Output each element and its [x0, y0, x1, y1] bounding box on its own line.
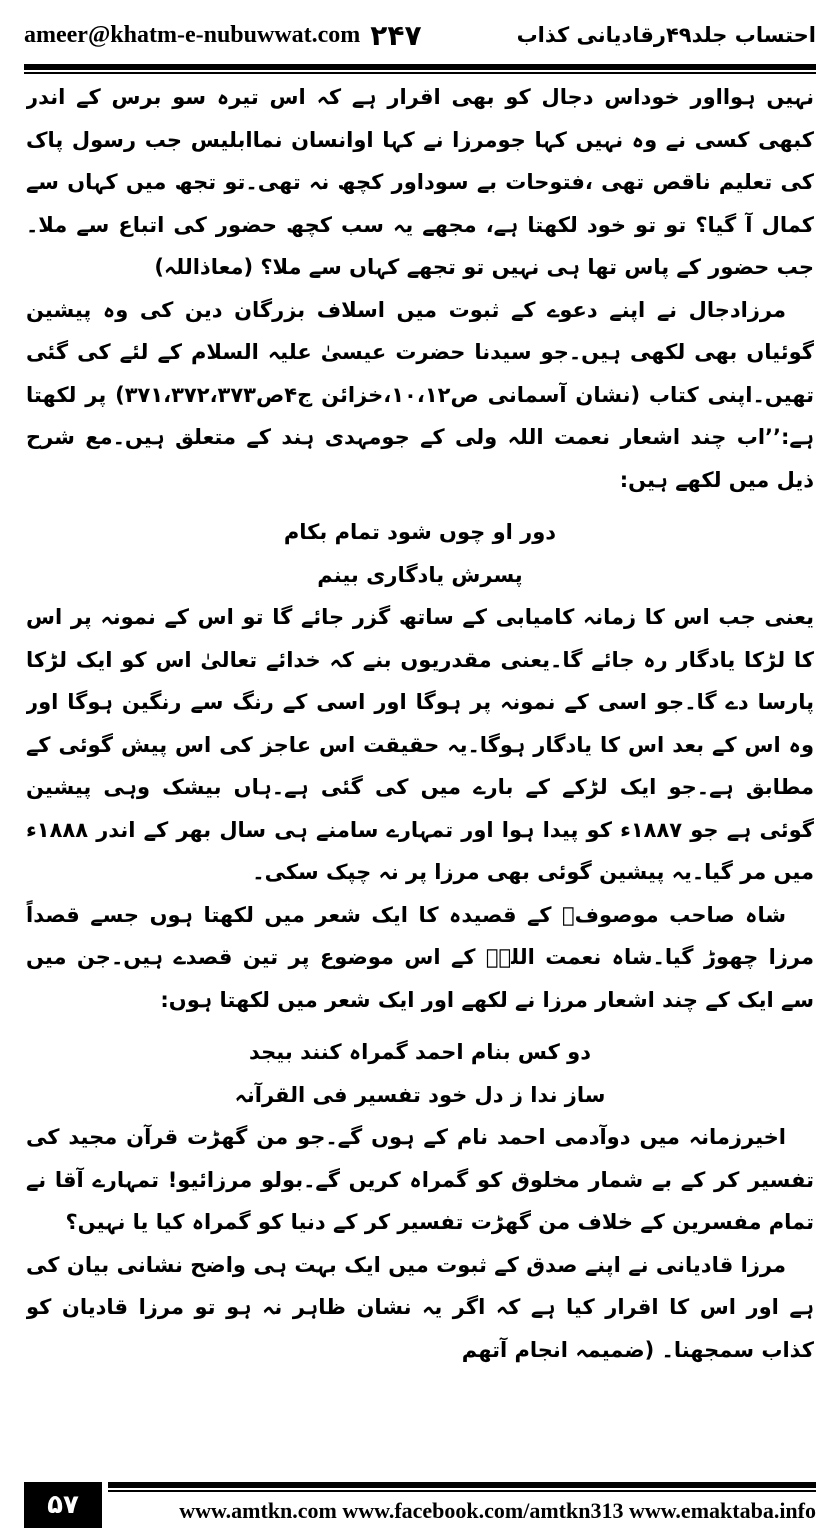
page-footer	[24, 1482, 816, 1530]
paragraph-1: نہیں ہوااور خوداس دجال کو بھی اقرار ہے کہ اس تیرہ سو برس کے اندر کبھی کسی نے وہ نہیں کہا جومرزا نے کہا اوانسان نماابلیس جب رسول پاک کی تعلیم ناقص تھی ،فتوحات بے سوداور کچھ نہ تھی۔تو تجھ میں کہاں سے کمال آ گیا؟ تو تو خود لکھتا ہے، مجھے یہ سب کچھ حضور کی اتباع سے ملا۔جب حضور کے پاس تھا ہی نہیں تو تجھے کہاں سے ملا؟ (معاذاللہ)	[26, 85, 814, 279]
header-left	[24, 19, 422, 52]
header-rule	[24, 64, 816, 74]
page-body	[26, 76, 814, 1461]
header-email: ameer@khatm-e-nubuwwat.com	[24, 21, 361, 48]
footer-rule	[108, 1482, 816, 1492]
paragraph-2: مرزادجال نے اپنے دعوے کے ثبوت میں اسلاف بزرگان دین کی وہ پیشین گوئیاں بھی لکھی ہیں۔جو سیدنا حضرت عیسیٰ علیہ السلام کے لئے کی گئی تھیں۔اپنی کتاب (نشان آسمانی ص۱۰،۱۲،خزائن ج۴ص۳۷۱،۳۷۲،۳۷۳) پر لکھتا ہے:’’اب چند اشعار نعمت اللہ ولی کے جومہدی ہند کے متعلق ہیں۔مع شرح ذیل میں لکھے ہیں:	[26, 297, 814, 492]
verse-2-line-1: دو کس بنام احمد گمراہ کنند بیجد	[249, 1040, 591, 1064]
verse-1-line-1: دور او چوں شود تمام بکام	[283, 520, 557, 544]
verse-2-line-2: ساز ندا ز دل خود تفسیر فی القرآنہ	[234, 1082, 606, 1107]
page-header	[24, 10, 816, 60]
paragraph-6: مرزا قادیانی نے اپنے صدق کے ثبوت میں ایک بہت ہی واضح نشانی بیان کی ہے اور اس کا اقرار کیا ہے کہ اگر یہ نشان ظاہر نہ ہو تو مرزا قادیان کو کذاب سمجھنا۔ (ضمیمہ انجام آتھم	[26, 1252, 814, 1362]
header-page-number: ۲۴۷	[370, 18, 422, 52]
header-book-title: احتساب جلد۴۹رقادیانی کذاب	[516, 23, 816, 47]
paragraph-4: شاہ صاحب موصوفؒ کے قصیدہ کا ایک شعر میں لکھتا ہوں جسے قصداً مرزا چھوڑ گیا۔شاہ نعمت اللہؒ کے اس موضوع پر تین قصدے ہیں۔جن میں سے ایک کے چند اشعار مرزا نے لکھے اور ایک شعر میں لکھتا ہوں:	[26, 902, 814, 1012]
footer-links: www.amtkn.com www.facebook.com/amtkn313 www.emaktaba.info	[179, 1498, 816, 1523]
verse-1-line-2: پسرش یادگاری بینم	[317, 562, 523, 587]
footer-page-number: ۵۷	[24, 1482, 102, 1528]
paragraph-3: یعنی جب اس کا زمانہ کامیابی کے ساتھ گزر جائے گا تو اس کے نمونہ پر اس کا لڑکا یادگار رہ جائے گا۔یعنی مقدریوں بنے کہ خدائے تعالیٰ اس کو ایک لڑکا پارسا دے گا۔جو اسی کے نمونہ پر ہوگا اور اسی کے رنگ سے رنگین ہوگا اور وہ اس کے بعد اس کا یادگار ہوگا۔یہ حقیقت اس عاجز کی اس پیش گوئی کے مطابق ہے۔جو ایک لڑکے کے بارے میں کی گئی ہے۔ہاں بیشک وہی پیشین گوئی ہے جو ۱۸۸۷ء کو پیدا ہوا اور تمہارے سامنے ہی سال بھر کے اندر ۱۸۸۸ء میں مر گیا۔یہ پیشین گوئی بھی مرزا پر نہ چپک سکی۔	[26, 605, 814, 884]
paragraph-5: اخیرزمانہ میں دوآدمی احمد نام کے ہوں گے۔جو من گھڑت قرآن مجید کی تفسیر کر کے بے شمار مخلوق کو گمراہ کریں گے۔بولو مرزائیو! تمہارے آقا نے تمام مفسرین کے خلاف من گھڑت تفسیر کر کے دنیا کو گمراہ کیا یا نہیں؟	[26, 1125, 814, 1234]
